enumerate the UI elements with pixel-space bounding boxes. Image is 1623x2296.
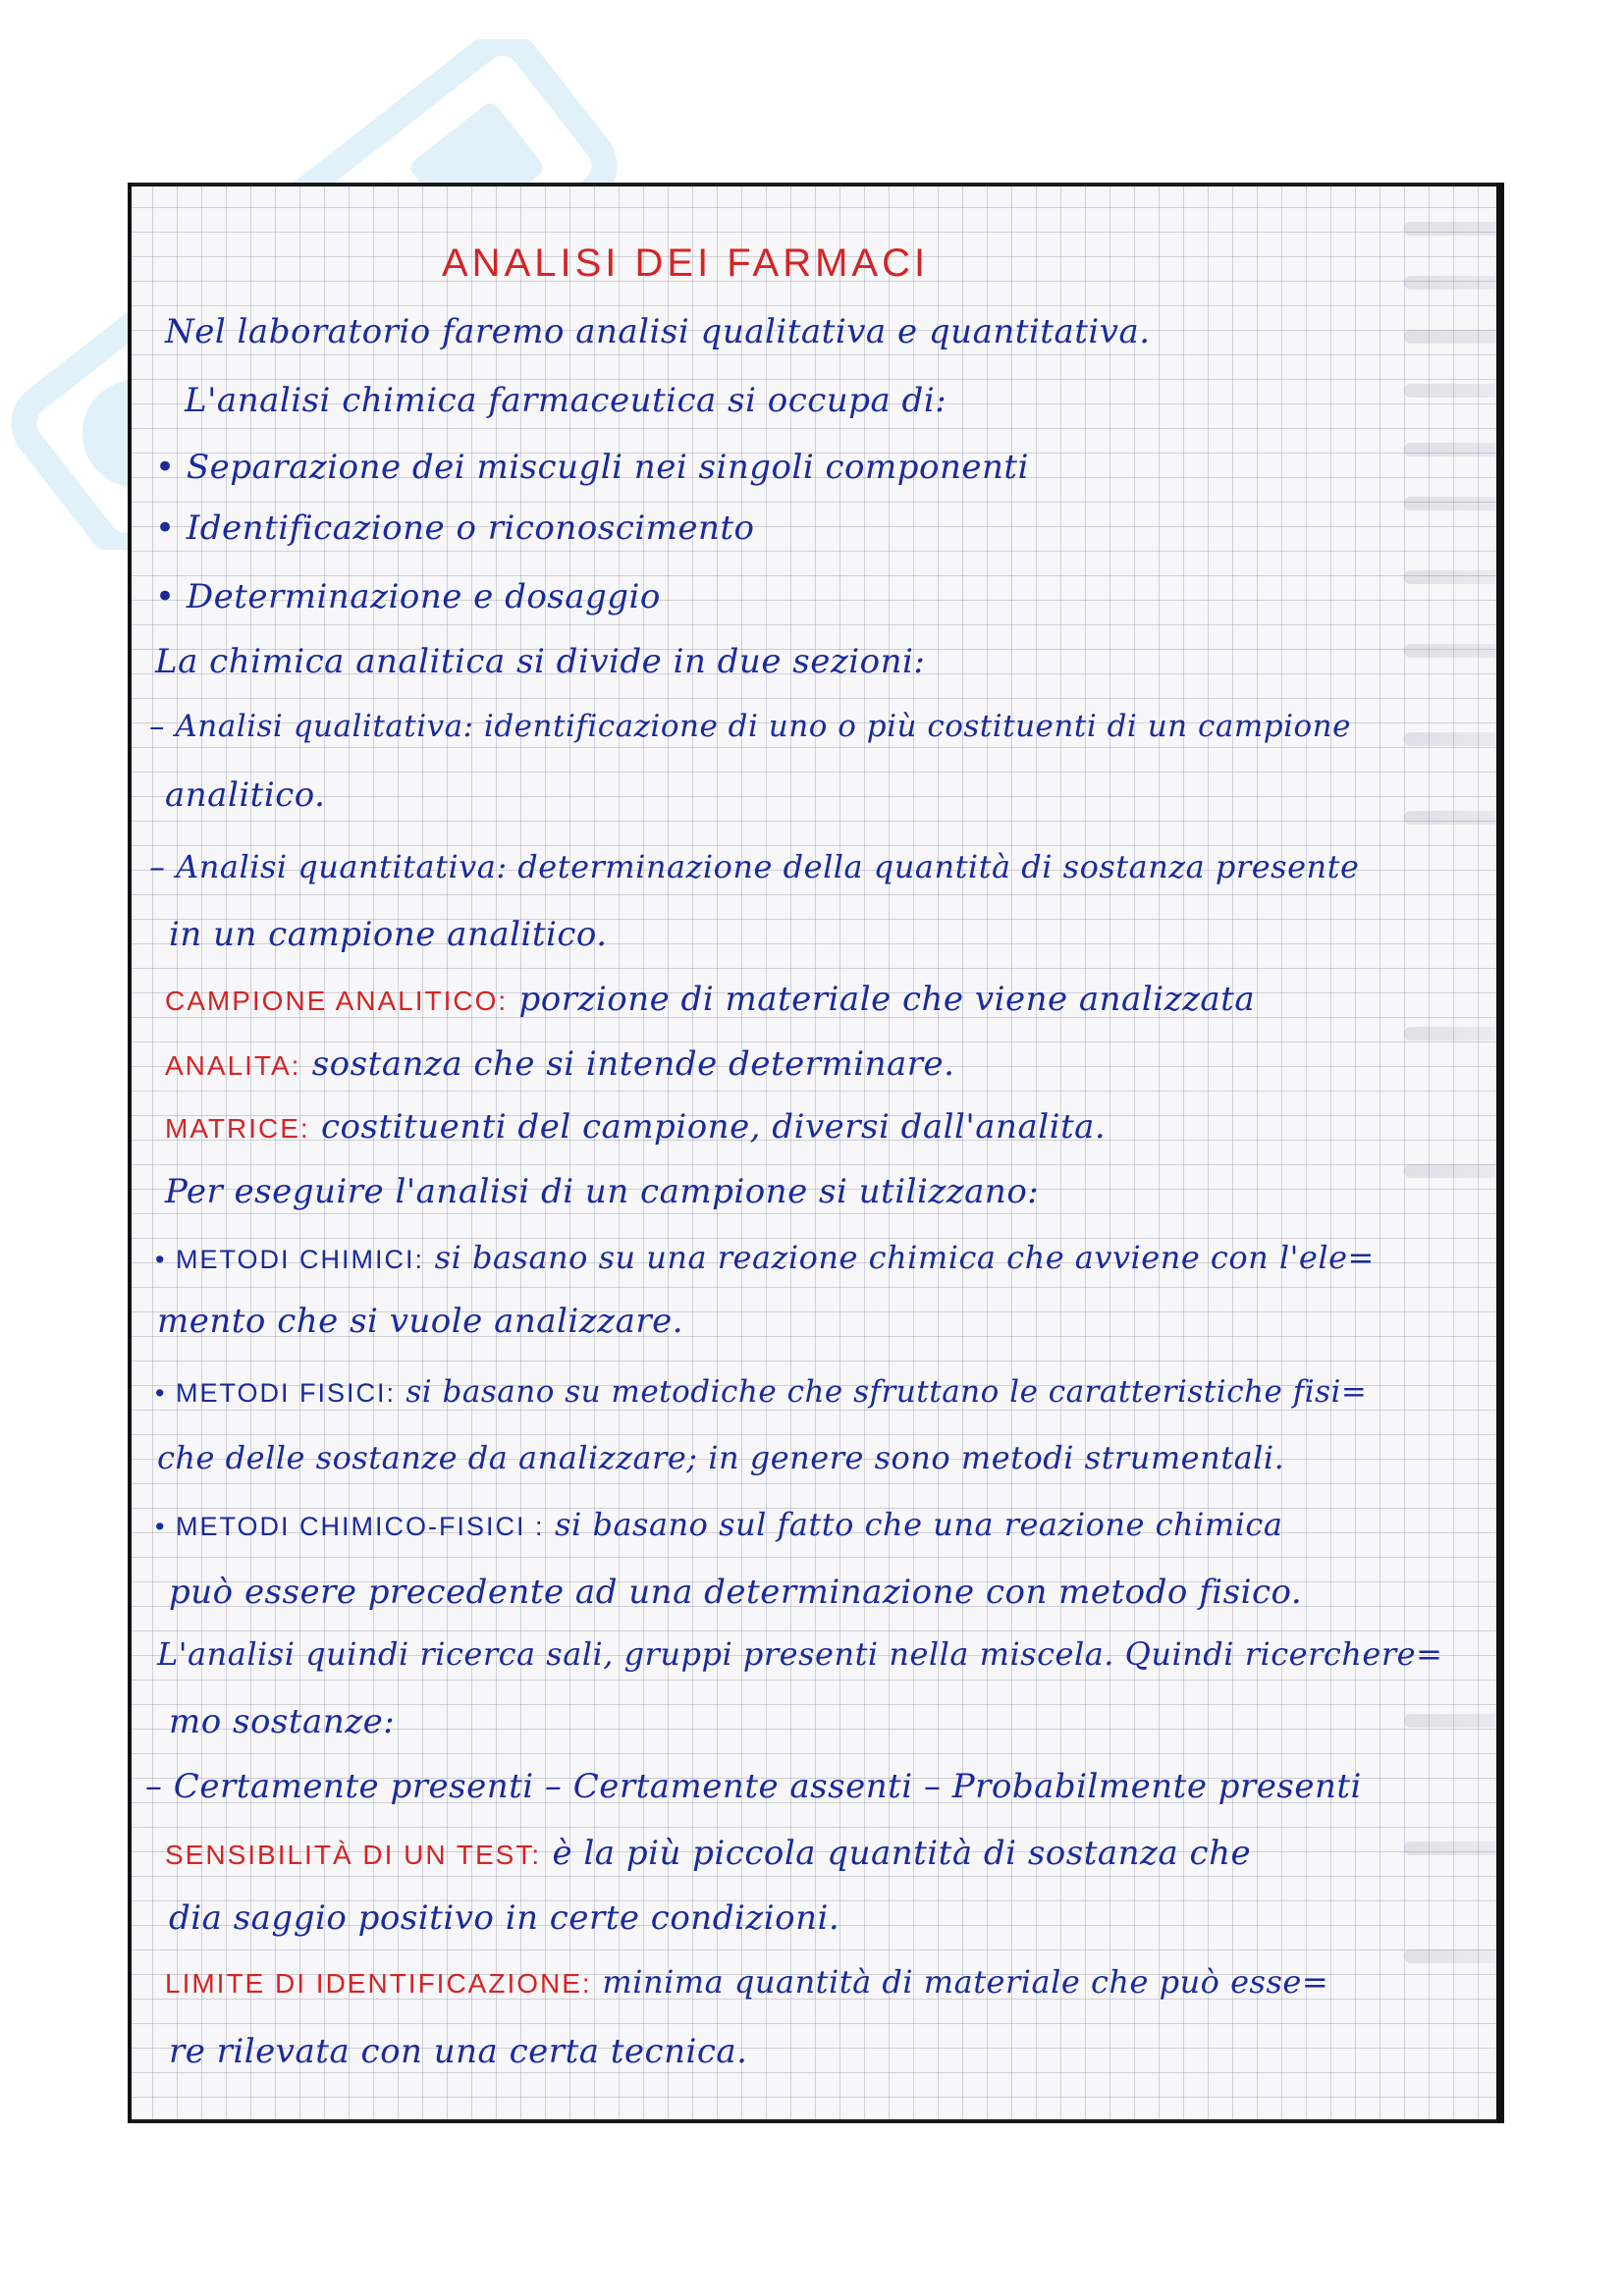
definition-term: ANALITA: <box>165 1050 301 1081</box>
method-name: • METODI CHIMICI: <box>155 1245 424 1274</box>
text-line: analitico. <box>165 775 326 815</box>
page-title: ANALISI DEI FARMACI <box>442 241 930 285</box>
method-name: • METODI CHIMICO-FISICI : <box>155 1512 545 1541</box>
text-line: in un campione analitico. <box>169 915 608 954</box>
method-chimico-fisici <box>155 1506 1282 1543</box>
methods-intro: Per eseguire l'analisi di un campione si utilizzano: <box>165 1172 1040 1211</box>
definition-term: SENSIBILITÀ DI UN TEST: <box>165 1840 542 1870</box>
bullet-item: • Determinazione e dosaggio <box>155 577 661 616</box>
definition-term: CAMPIONE ANALITICO: <box>165 986 509 1016</box>
method-text: si basano su una reazione chimica che avviene con l'ele= <box>434 1239 1375 1276</box>
method-continuation: che delle sostanze da analizzare; in genere sono metodi strumentali. <box>157 1439 1285 1476</box>
definition-sensibilita <box>165 1834 1251 1873</box>
method-text: si basano su metodiche che sfruttano le caratteristiche fisi= <box>406 1374 1368 1410</box>
method-name: • METODI FISICI: <box>155 1378 396 1408</box>
definition-matrice <box>165 1107 1106 1147</box>
text-line: L'analisi chimica farmaceutica si occupa di: <box>185 381 947 420</box>
categories-line: – Certamente presenti – Certamente assenti – Probabilmente presenti <box>145 1767 1362 1806</box>
method-chimici <box>155 1239 1375 1276</box>
method-fisici <box>155 1374 1367 1410</box>
definition-limite <box>165 1963 1328 2001</box>
method-continuation: mento che si vuole analizzare. <box>157 1302 684 1341</box>
definition-text: minima quantità di materiale che può esse= <box>602 1963 1329 2001</box>
text-line: L'analisi quindi ricerca sali, gruppi presenti nella miscela. Quindi ricerchere= <box>157 1635 1443 1673</box>
definition-analita <box>165 1044 954 1084</box>
text-line: mo sostanze: <box>169 1702 396 1741</box>
text-line: La chimica analitica si divide in due sezioni: <box>155 642 926 681</box>
definition-continuation: dia saggio positivo in certe condizioni. <box>169 1898 840 1938</box>
text-line: Nel laboratorio faremo analisi qualitativa e quantitativa. <box>165 312 1151 351</box>
definition-text: porzione di materiale che viene analizzata <box>518 980 1256 1019</box>
definition-text: sostanza che si intende determinare. <box>311 1044 955 1084</box>
text-line: – Analisi qualitativa: identificazione di uno o più costituenti di un campione <box>149 709 1351 744</box>
method-text: si basano sul fatto che una reazione chimica <box>555 1506 1283 1543</box>
text-line: – Analisi quantitativa: determinazione della quantità di sostanza presente <box>149 848 1360 885</box>
bullet-item: • Separazione dei miscugli nei singoli componenti <box>155 448 1029 487</box>
definition-text: è la più piccola quantità di sostanza che <box>552 1834 1252 1873</box>
definition-term: MATRICE: <box>165 1113 310 1144</box>
method-continuation: può essere precedente ad una determinazione con metodo fisico. <box>169 1573 1303 1612</box>
definition-campione <box>165 980 1255 1019</box>
definition-continuation: re rilevata con una certa tecnica. <box>169 2032 748 2071</box>
definition-text: costituenti del campione, diversi dall'analita. <box>321 1107 1107 1147</box>
bullet-item: • Identificazione o riconoscimento <box>155 508 755 548</box>
definition-term: LIMITE DI IDENTIFICAZIONE: <box>165 1968 592 1999</box>
